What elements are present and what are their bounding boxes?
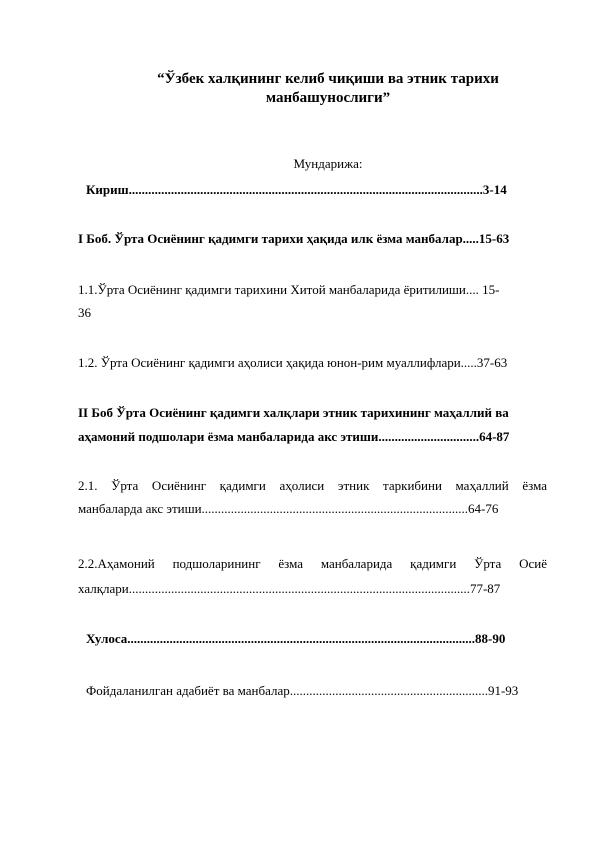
toc-entry-section-2-1-line-2: манбаларда акс этиши..................................................................................64-76 <box>78 501 499 516</box>
toc-entry-chapter-1: I Боб. Ўрта Осиёнинг қадимги тарихи ҳақида илк ёзма манбалар.....15-63 <box>78 231 510 246</box>
document-title <box>80 70 576 108</box>
toc-entry-section-1-2: 1.2. Ўрта Осиёнинг қадимги аҳолиси ҳақида юнон-рим муаллифлари.....37-63 <box>78 355 508 370</box>
title-line-2: манбашунослиги” <box>265 90 391 106</box>
toc-entry-intro: Кириш.............................................................................................................3-14 <box>86 182 507 197</box>
toc-entry-conclusion: Хулоса...........................................................................................................88-90 <box>86 631 506 646</box>
toc-entry-chapter-2-line-2: аҳамоний подшолари ёзма манбаларида акс этиши...............................64-87 <box>78 429 510 444</box>
toc-entry-references: Фойдаланилган адабиёт ва манбалар.............................................................91-93 <box>86 683 519 698</box>
title-line-1: “Ўзбек халқининг келиб чиқиши ва этник тарихи <box>157 71 499 87</box>
toc-entry-section-1-1-line-2: 36 <box>78 305 91 320</box>
toc-entry-section-2-2-line-2: халқлари.........................................................................................................77-87 <box>78 581 501 596</box>
toc-entry-section-1-1-line-1: 1.1.Ўрта Осиёнинг қадимги тарихини Хитой манбаларида ёритилиши.... 15- <box>78 282 500 297</box>
toc-entry-chapter-2-line-1: II Боб Ўрта Осиёнинг қадимги халқлари этник тарихининг маҳаллий ва <box>78 405 509 420</box>
toc-heading: Мундарижа: <box>293 156 363 171</box>
toc-entry-section-2-1-line-1: 2.1. Ўрта Осиёнинг қадимги аҳолиси этник таркибини маҳаллий ёзма <box>78 478 547 493</box>
toc-entry-section-2-2-line-1: 2.2.Аҳамоний подшоларининг ёзма манбаларида қадимги Ўрта Осиё <box>78 556 547 571</box>
